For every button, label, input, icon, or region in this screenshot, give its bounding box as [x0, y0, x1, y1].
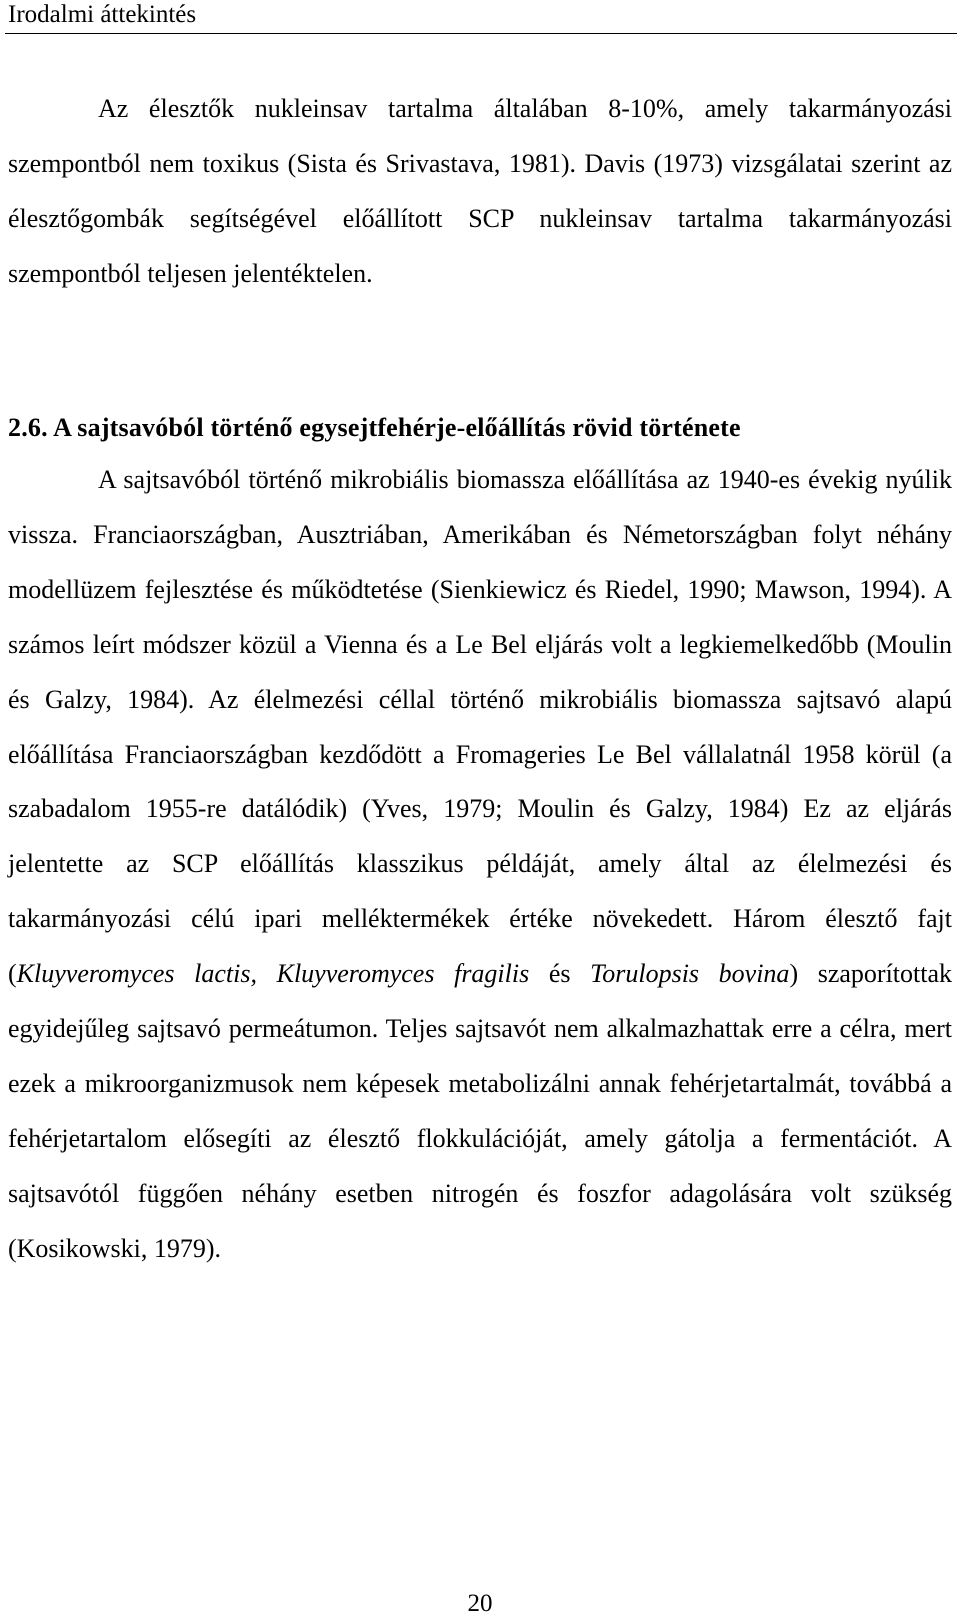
paragraph-2-text-end: ) szaporítottak egyidejűleg sajtsavó permeátumon. Teljes sajtsavót nem alkalmazhattak erre a célra, mert ezek a mikroorganizmusok nem képesek metabolizálni annak fehérjetartalmát, továbbá a fehérjetartalom elősegíti az élesztő flokkulációját, amely gátolja a fermentációt. A sajtsavótól függően néhány esetben nitrogén és foszfor adagolására volt szükség (Kosikowski, 1979). — [8, 959, 953, 1263]
paragraph-2-text-start: A sajtsavóból történő mikrobiális biomassza előállítása az 1940-es évekig nyúlik vissza. Franciaországban, Ausztriában, Amerikában és Németországban folyt néhány modellüzem fejlesztése és működtetése (Sienkiewicz és Riedel, 1990; Mawson, 1994). A számos leírt módszer közül a Vienna és a Le Bel eljárás volt a legkiemelkedőbb (Moulin és Galzy, 1984). Az élelmezési céllal történő mikrobiális biomassza sajtsavó alapú előállítása Franciaországban kezdődött a Fromageries Le Bel vállalatnál 1958 körül (a szabadalom 1955-re datálódik) (Yves, 1979; Moulin és Galzy, 1984) Ez az eljárás jelentette az SCP előállítás klasszikus példáját, amely által az élelmezési és takarmányozási célú ipari melléktermékek értéke növekedett. Három élesztő fajt ( — [8, 465, 952, 989]
body-paragraph-1 — [8, 82, 952, 302]
species-name-italic: Torulopsis bovina — [590, 959, 790, 989]
body-paragraph-2 — [8, 453, 952, 1277]
section-heading: 2.6. A sajtsavóból történő egysejtfehérje-előállítás rövid története — [8, 413, 741, 442]
paragraph-1-text: Az élesztők nukleinsav tartalma általában 8-10%, amely takarmányozási szempontból nem toxikus (Sista és Srivastava, 1981). Davis (1973) vizsgálatai szerint az élesztőgombák segítségével előállított SCP nukleinsav tartalma takarmányozási szempontból teljesen jelentéktelen. — [8, 94, 952, 288]
species-names-italic: Kluyveromyces lactis, Kluyveromyces fragilis — [16, 959, 530, 989]
header-divider — [5, 33, 957, 34]
page-number: 20 — [467, 1590, 493, 1617]
running-header: Irodalmi áttekintés — [8, 1, 197, 28]
species-conjunction: és — [529, 959, 591, 989]
